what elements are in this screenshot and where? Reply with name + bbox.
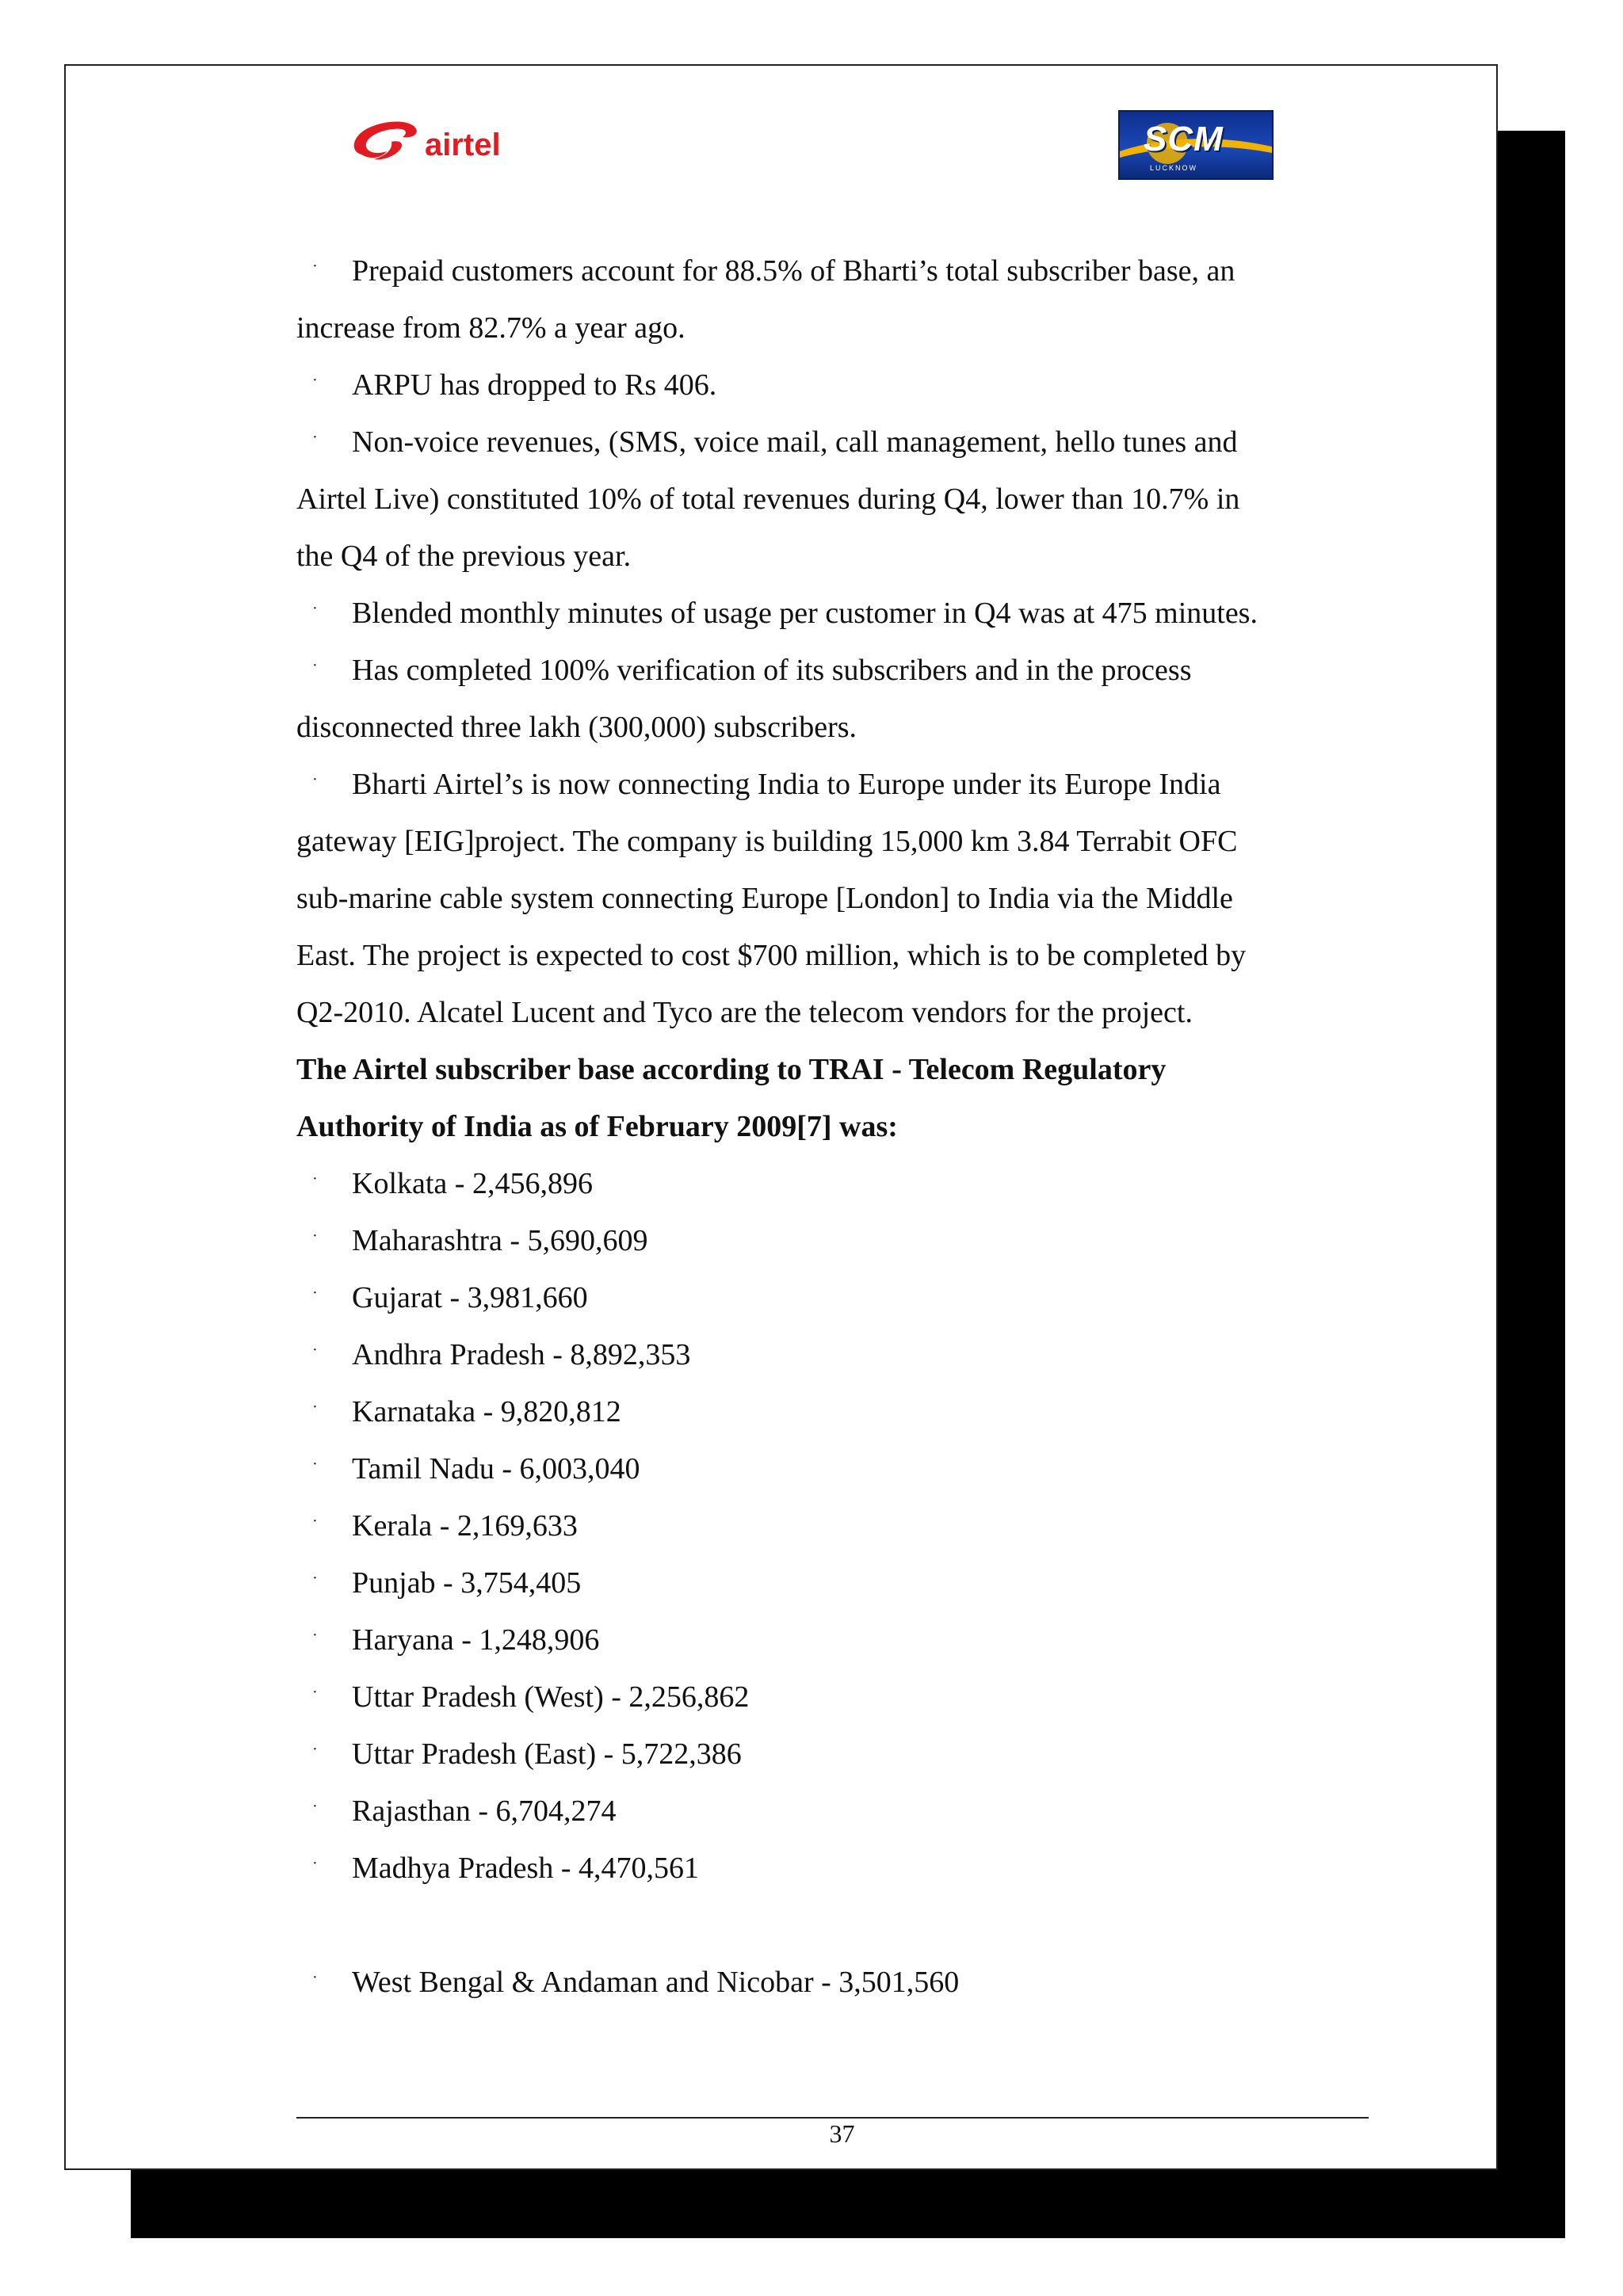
bullet-icon: · [312,1170,318,1188]
list-item-text: Maharashtra - 5,690,609 [352,1224,648,1257]
paragraph-line [296,984,1422,1041]
paragraph-text: Blended monthly minutes of usage per customer in Q4 was at 475 minutes. [352,597,1258,630]
list-item-text: Punjab - 3,754,405 [352,1566,582,1600]
paragraph-text: the Q4 of the previous year. [296,540,632,573]
list-item [296,1440,1422,1497]
bullet-paragraph-line [296,357,1422,414]
paragraph-text: Airtel Live) constituted 10% of total revenues during Q4, lower than 10.7% in [296,482,1240,516]
bullet-icon: · [312,1284,318,1302]
list-item-text: Uttar Pradesh (West) - 2,256,862 [352,1680,750,1714]
airtel-logo-text: airtel [425,128,501,162]
paragraph-line [296,299,1422,357]
bullet-icon: · [312,1569,318,1587]
list-item [296,1726,1422,1783]
list-item-text: Andhra Pradesh - 8,892,353 [352,1338,691,1371]
list-item-text: Gujarat - 3,981,660 [352,1281,588,1314]
bullet-icon: · [312,600,318,617]
section-heading-line-1: The Airtel subscriber base according to TRAI - Telecom Regulatory [296,1053,1167,1086]
list-item-text: Kerala - 2,169,633 [352,1509,578,1543]
list-item-text: Karnataka - 9,820,812 [352,1395,621,1428]
bullet-icon: · [312,429,318,446]
paragraph-text: ARPU has dropped to Rs 406. [352,368,717,402]
bullet-icon: · [312,1855,318,1872]
subscriber-list [296,1155,1422,1897]
paragraph-text: Q2-2010. Alcatel Lucent and Tyco are the telecom vendors for the project. [296,996,1193,1029]
paragraph-text: Non-voice revenues, (SMS, voice mail, call management, hello tunes and [352,425,1238,459]
bullet-icon: · [312,1398,318,1416]
list-item [296,1497,1422,1554]
list-item [296,1669,1422,1726]
bullet-icon: · [312,1684,318,1701]
bullet-paragraph-line [296,642,1422,699]
list-item [296,1212,1422,1269]
bullet-icon: · [312,1741,318,1758]
list-item [296,1611,1422,1669]
bullet-icon: · [312,771,318,788]
list-item [296,1954,1422,2011]
footer-divider [296,2117,1369,2119]
paragraph-line [296,699,1422,756]
paragraph-text: Prepaid customers account for 88.5% of Bharti’s total subscriber base, an [352,254,1235,288]
bullet-paragraph-line [296,414,1422,471]
list-item [296,1840,1422,1897]
paragraph-text: sub-marine cable system connecting Europe [London] to India via the Middle [296,882,1233,915]
bullet-icon: · [312,1512,318,1530]
list-spacer [296,1897,1422,1954]
list-item-text: Rajasthan - 6,704,274 [352,1794,617,1828]
list-item-text: Kolkata - 2,456,896 [352,1167,593,1200]
paragraph-text: Has completed 100% verification of its subscribers and in the process [352,654,1192,687]
intro-paragraphs [296,242,1422,1041]
airtel-logo [346,113,528,173]
list-item [296,1269,1422,1326]
scm-logo-text: SCM [1144,120,1224,158]
list-item-text: Uttar Pradesh (East) - 5,722,386 [352,1737,742,1771]
list-item [296,1554,1422,1611]
bullet-icon: · [312,1341,318,1359]
list-item-text: Tamil Nadu - 6,003,040 [352,1452,640,1486]
list-item-text: West Bengal & Andaman and Nicobar - 3,501,560 [352,1966,960,1999]
bullet-paragraph-line [296,585,1422,642]
document-body [296,242,1422,2011]
paragraph-text: increase from 82.7% a year ago. [296,311,685,345]
list-item [296,1383,1422,1440]
list-item [296,1326,1422,1383]
paragraph-line [296,471,1422,528]
document-page [64,64,1498,2170]
bullet-icon: · [312,1798,318,1815]
list-item-text: Madhya Pradesh - 4,470,561 [352,1852,699,1885]
paragraph-line [296,870,1422,927]
bullet-icon: · [312,372,318,389]
bullet-icon: · [312,1627,318,1644]
page-number: 37 [829,2119,855,2148]
bullet-icon: · [312,1455,318,1473]
paragraph-text: East. The project is expected to cost $700 million, which is to be completed by [296,939,1247,972]
section-heading-line-2: Authority of India as of February 2009[7] was: [296,1110,898,1143]
airtel-swirl-icon [346,113,425,169]
paragraph-text: gateway [EIG]project. The company is building 15,000 km 3.84 Terrabit OFC [296,825,1238,858]
bullet-icon: · [312,1227,318,1245]
list-item [296,1155,1422,1212]
paragraph-line [296,927,1422,984]
list-item-text: Haryana - 1,248,906 [352,1623,600,1657]
bullet-icon: · [312,657,318,674]
paragraph-line [296,813,1422,870]
bullet-icon: · [312,257,318,275]
list-item [296,1783,1422,1840]
scm-logo [1118,110,1274,180]
paragraph-text: disconnected three lakh (300,000) subscribers. [296,711,857,744]
bullet-paragraph-line [296,242,1422,299]
scm-logo-subtext: LUCKNOW [1150,164,1198,172]
paragraph-text: Bharti Airtel’s is now connecting India to Europe under its Europe India [352,768,1221,801]
paragraph-line [296,528,1422,585]
bullet-icon: · [312,1969,318,1986]
bullet-paragraph-line [296,756,1422,813]
